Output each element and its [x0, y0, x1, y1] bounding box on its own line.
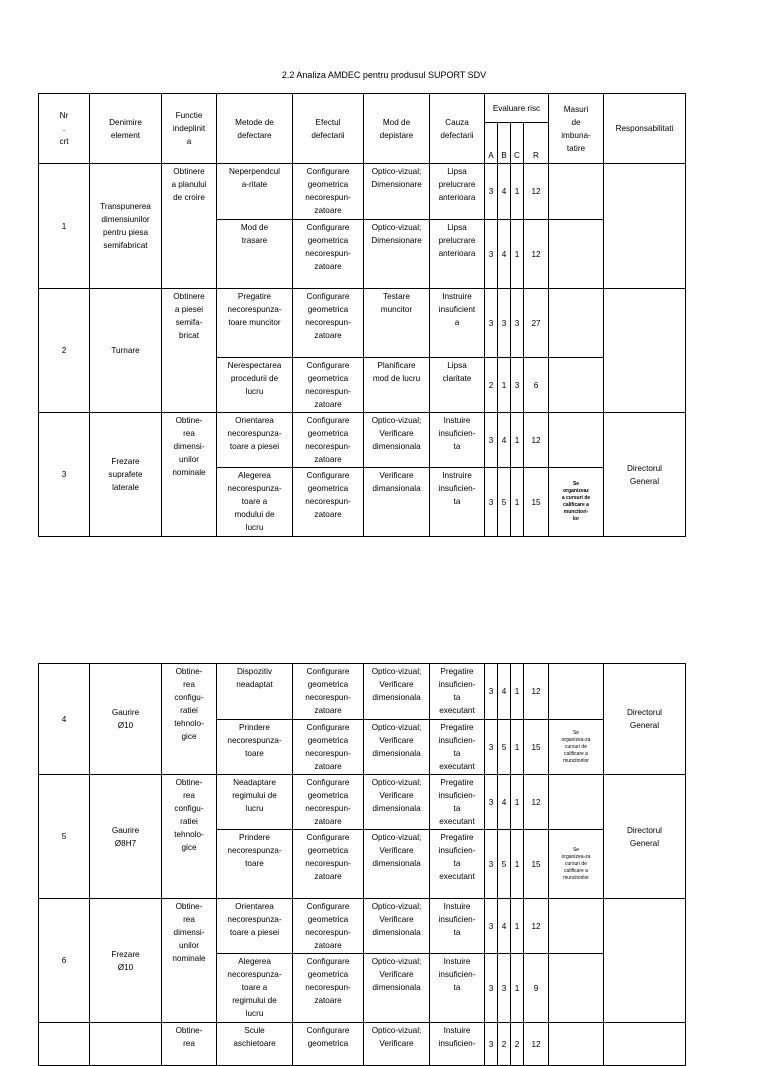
cell-mod: Optico-vizual; Verificare — [364, 1023, 430, 1066]
amdec-table-2 — [38, 663, 686, 1066]
cell-c: 1 — [511, 664, 524, 720]
cell-efect: Configurare geometrica necorespun- zatoare — [293, 413, 364, 468]
cell-cauza: Lipsa claritate — [430, 358, 485, 413]
cell-b: 5 — [498, 830, 511, 899]
cell-b: 4 — [498, 664, 511, 720]
header-c: C — [511, 123, 524, 164]
cell-c: 2 — [511, 1023, 524, 1066]
table-row — [39, 775, 686, 830]
cell-metoda: Scule aschietoare — [217, 1023, 293, 1066]
cell-metoda: Neadaptare regimului de lucru — [217, 775, 293, 830]
table-row — [39, 413, 686, 468]
cell-r: 15 — [524, 720, 549, 775]
cell-b: 5 — [498, 468, 511, 537]
cell-functie: Obtinere a planului de croire — [162, 164, 217, 289]
header-evaluare: Evaluare risc — [485, 94, 549, 123]
cell-c: 1 — [511, 830, 524, 899]
cell-efect: Configurare geometrica — [293, 1023, 364, 1066]
cell-responsabilitati — [604, 899, 686, 1023]
cell-a: 3 — [485, 720, 498, 775]
cell-efect: Configurare geometrica necorespun- zatoare — [293, 289, 364, 358]
cell-a: 3 — [485, 289, 498, 358]
cell-b: 1 — [498, 358, 511, 413]
cell-b: 4 — [498, 413, 511, 468]
cell-masuri — [549, 358, 604, 413]
cell-cauza: Pregatire insuficien- ta executant — [430, 830, 485, 899]
cell-functie: Obtine- rea dimensi- unilor nominale — [162, 413, 217, 537]
cell-a: 3 — [485, 164, 498, 220]
cell-efect: Configurare geometrica necorespun- zatoare — [293, 899, 364, 954]
cell-efect: Configurare geometrica necorespun- zatoare — [293, 220, 364, 289]
header-b: B — [498, 123, 511, 164]
cell-nr: 4 — [39, 664, 90, 775]
header-r: R — [524, 123, 549, 164]
header-mod: Mod de depistare — [364, 94, 430, 164]
cell-b: 5 — [498, 720, 511, 775]
cell-c: 1 — [511, 775, 524, 830]
cell-functie: Obtine- rea configu- ratiei tehnolo- gice — [162, 775, 217, 899]
cell-metoda: Nerespectarea procedurii de lucru — [217, 358, 293, 413]
table-row — [39, 164, 686, 220]
document-title: 2.2 Analiza AMDEC pentru produsul SUPORT SDV — [281, 70, 487, 80]
header-nr: Nr . crt — [39, 94, 90, 164]
header-efectul: Efectul defectarii — [293, 94, 364, 164]
cell-b: 2 — [498, 1023, 511, 1066]
cell-mod: Optico-vizual; Verificare dimensionala — [364, 413, 430, 468]
cell-metoda: Alegerea necorespunza- toare a modului de lucru — [217, 468, 293, 537]
header-row — [39, 94, 686, 123]
table-row — [39, 899, 686, 954]
cell-r: 9 — [524, 954, 549, 1023]
cell-a: 3 — [485, 664, 498, 720]
cell-functie: Obtinere a piesei semifa- bricat — [162, 289, 217, 413]
cell-denumire: Turnare — [90, 289, 162, 413]
cell-mod: Planificare mod de lucru — [364, 358, 430, 413]
cell-efect: Configurare geometrica necorespun- zatoare — [293, 954, 364, 1023]
header-cauza: Cauza defectarii — [430, 94, 485, 164]
cell-denumire: Gaurire Ø8H7 — [90, 775, 162, 899]
cell-metoda: Alegerea necorespunza- toare a regimului de lucru — [217, 954, 293, 1023]
cell-metoda: Orientarea necorespunza- toare a piesei — [217, 413, 293, 468]
cell-responsabilitati — [604, 289, 686, 413]
cell-efect: Configurare geometrica necorespun- zatoare — [293, 468, 364, 537]
header-responsabilitati: Responsabilitati — [604, 94, 686, 164]
cell-responsabilitati — [604, 164, 686, 289]
cell-efect: Configurare geometrica necorespun- zatoare — [293, 164, 364, 220]
cell-nr: 1 — [39, 164, 90, 289]
cell-nr: 6 — [39, 899, 90, 1023]
cell-efect: Configurare geometrica necorespun- zatoare — [293, 720, 364, 775]
cell-a: 3 — [485, 830, 498, 899]
header-functie: Functie indeplinit a — [162, 94, 217, 164]
cell-mod: Optico-vizual; Verificare dimensionala — [364, 720, 430, 775]
cell-mod: Optico-vizual; Verificare dimensionala — [364, 775, 430, 830]
cell-cauza: Pregatire insuficien- ta executant — [430, 775, 485, 830]
cell-c: 1 — [511, 899, 524, 954]
cell-c: 1 — [511, 413, 524, 468]
cell-masuri: Se organizea-za cursuri de calificare a muncitorilor — [549, 830, 604, 899]
cell-efect: Configurare geometrica necorespun- zatoare — [293, 664, 364, 720]
cell-r: 12 — [524, 164, 549, 220]
cell-r: 12 — [524, 413, 549, 468]
cell-a: 3 — [485, 413, 498, 468]
cell-masuri — [549, 664, 604, 720]
cell-nr — [39, 1023, 90, 1066]
cell-cauza: Lipsa prelucrare anterioara — [430, 164, 485, 220]
cell-a: 3 — [485, 899, 498, 954]
cell-a: 3 — [485, 220, 498, 289]
cell-functie: Obtine- rea — [162, 1023, 217, 1066]
table-row — [39, 664, 686, 720]
cell-cauza: Instuire insuficien- — [430, 1023, 485, 1066]
cell-masuri — [549, 775, 604, 830]
cell-denumire: Gaurire Ø10 — [90, 664, 162, 775]
cell-a: 2 — [485, 358, 498, 413]
cell-a: 3 — [485, 775, 498, 830]
cell-r: 27 — [524, 289, 549, 358]
header-a: A — [485, 123, 498, 164]
cell-r: 15 — [524, 830, 549, 899]
cell-denumire: Frezare suprafete laterale — [90, 413, 162, 537]
cell-mod: Testare muncitor — [364, 289, 430, 358]
cell-masuri — [549, 220, 604, 289]
cell-responsabilitati — [604, 1023, 686, 1066]
cell-c: 3 — [511, 358, 524, 413]
cell-metoda: Neperpendcul a-ritate — [217, 164, 293, 220]
cell-masuri — [549, 1023, 604, 1066]
cell-nr: 2 — [39, 289, 90, 413]
cell-masuri — [549, 899, 604, 954]
cell-b: 3 — [498, 954, 511, 1023]
cell-mod: Optico-vizual; Verificare dimensionala — [364, 830, 430, 899]
header-masuri: Masuri de imbuna- tatire — [549, 94, 604, 164]
header-denumire: Denimire element — [90, 94, 162, 164]
cell-cauza: Pregatire insuficien- ta executant — [430, 664, 485, 720]
cell-b: 4 — [498, 775, 511, 830]
cell-r: 12 — [524, 899, 549, 954]
cell-nr: 3 — [39, 413, 90, 537]
cell-mod: Optico-vizual; Verificare dimensionala — [364, 664, 430, 720]
cell-cauza: Instruire insuficient a — [430, 289, 485, 358]
cell-c: 3 — [511, 289, 524, 358]
cell-b: 4 — [498, 220, 511, 289]
cell-metoda: Orientarea necorespunza- toare a piesei — [217, 899, 293, 954]
cell-cauza: Pregatire insuficien- ta executant — [430, 720, 485, 775]
cell-mod: Optico-vizual; Dimensionare — [364, 164, 430, 220]
cell-efect: Configurare geometrica necorespun- zatoare — [293, 358, 364, 413]
cell-r: 12 — [524, 220, 549, 289]
cell-r: 12 — [524, 775, 549, 830]
cell-r: 15 — [524, 468, 549, 537]
cell-c: 1 — [511, 468, 524, 537]
cell-masuri — [549, 164, 604, 220]
cell-r: 12 — [524, 664, 549, 720]
cell-masuri — [549, 413, 604, 468]
cell-c: 1 — [511, 220, 524, 289]
cell-b: 4 — [498, 899, 511, 954]
cell-c: 1 — [511, 954, 524, 1023]
cell-responsabilitati: Directorul General — [604, 664, 686, 775]
table-row — [39, 1023, 686, 1066]
cell-nr: 5 — [39, 775, 90, 899]
cell-metoda: Mod de trasare — [217, 220, 293, 289]
cell-masuri: Se organizea-za cursuri de calificare a muncitorilor — [549, 720, 604, 775]
cell-functie: Obtine- rea configu- ratiei tehnolo- gice — [162, 664, 217, 775]
cell-metoda: Dispozitiv neadaptat — [217, 664, 293, 720]
cell-b: 3 — [498, 289, 511, 358]
cell-masuri: Se organizeaz a cursuri de calificare a muncitori- lor — [549, 468, 604, 537]
cell-cauza: Instuire insuficien- ta — [430, 413, 485, 468]
cell-mod: Optico-vizual; Verificare dimensionala — [364, 899, 430, 954]
cell-r: 12 — [524, 1023, 549, 1066]
cell-mod: Verificare dimansionala — [364, 468, 430, 537]
cell-r: 6 — [524, 358, 549, 413]
cell-efect: Configurare geometrica necorespun- zatoare — [293, 830, 364, 899]
cell-mod: Optico-vizual; Dimensionare — [364, 220, 430, 289]
table-row — [39, 289, 686, 358]
cell-denumire: Transpunerea dimensiunilor pentru piesa semifabricat — [90, 164, 162, 289]
cell-b: 4 — [498, 164, 511, 220]
cell-cauza: Instruire insuficien- ta — [430, 468, 485, 537]
cell-responsabilitati: Directorul General — [604, 413, 686, 537]
cell-functie: Obtine- rea dimensi- unilor nominale — [162, 899, 217, 1023]
amdec-table-1 — [38, 93, 686, 537]
header-metode: Metode de defectare — [217, 94, 293, 164]
cell-c: 1 — [511, 164, 524, 220]
cell-denumire — [90, 1023, 162, 1066]
cell-cauza: Instuire insuficien- ta — [430, 954, 485, 1023]
cell-a: 3 — [485, 1023, 498, 1066]
cell-metoda: Pregatire necorespunza- toare muncitor — [217, 289, 293, 358]
cell-denumire: Frezare Ø10 — [90, 899, 162, 1023]
cell-a: 3 — [485, 954, 498, 1023]
cell-cauza: Instuire insuficien- ta — [430, 899, 485, 954]
cell-efect: Configurare geometrica necorespun- zatoare — [293, 775, 364, 830]
cell-responsabilitati: Directorul General — [604, 775, 686, 899]
cell-masuri — [549, 289, 604, 358]
cell-mod: Optico-vizual; Verificare dimensionala — [364, 954, 430, 1023]
cell-a: 3 — [485, 468, 498, 537]
cell-masuri — [549, 954, 604, 1023]
cell-cauza: Lipsa prelucrare anterioara — [430, 220, 485, 289]
cell-c: 1 — [511, 720, 524, 775]
cell-metoda: Prindere necorespunza- toare — [217, 830, 293, 899]
cell-metoda: Prindere necorespunza- toare — [217, 720, 293, 775]
